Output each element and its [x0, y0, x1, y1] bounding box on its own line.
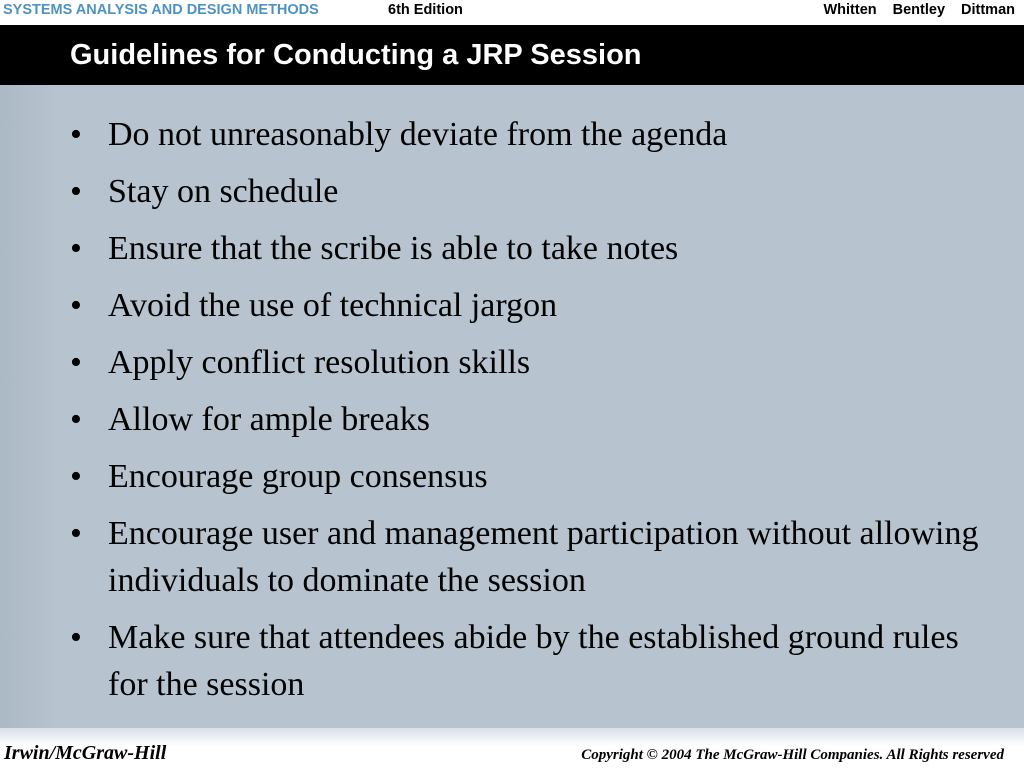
bullet-dot: • — [70, 287, 82, 324]
bullet-text: Avoid the use of technical jargon — [108, 287, 558, 324]
bullet-item — [70, 614, 1000, 708]
bullet-item — [70, 168, 1000, 215]
bullet-dot: • — [70, 116, 82, 153]
bullet-dot: • — [70, 230, 82, 267]
publisher-label: Irwin/McGraw-Hill — [4, 742, 167, 764]
copyright-notice: Copyright © 2004 The McGraw-Hill Companies. All Rights reserved — [581, 747, 1004, 763]
bullet-dot: • — [70, 619, 82, 656]
author-name: Bentley — [892, 2, 946, 18]
title-band — [0, 25, 1024, 85]
panel-shade — [0, 85, 60, 728]
bullet-text: Encourage user and management participation without allowing individuals to dominate the session — [108, 515, 979, 599]
bullet-dot: • — [70, 344, 82, 381]
bullet-text: Do not unreasonably deviate from the agenda — [108, 116, 728, 153]
bullet-text: Encourage group consensus — [108, 458, 488, 495]
bullet-item — [70, 111, 1000, 158]
bullet-text: Make sure that attendees abide by the established ground rules for the session — [108, 619, 959, 703]
author-name: Whitten — [823, 2, 877, 18]
bullet-item — [70, 282, 1000, 329]
content-panel — [0, 85, 1024, 728]
slide-header — [0, 0, 1024, 24]
book-title: SYSTEMS ANALYSIS AND DESIGN METHODS — [3, 2, 319, 18]
bullet-dot: • — [70, 515, 82, 552]
bullet-dot: • — [70, 173, 82, 210]
bullet-item — [70, 510, 1000, 604]
bullet-text: Apply conflict resolution skills — [108, 344, 531, 381]
bullet-dot: • — [70, 401, 82, 438]
bullet-list — [70, 111, 1000, 718]
bullet-text: Allow for ample breaks — [108, 401, 430, 438]
bullet-item — [70, 453, 1000, 500]
slide-footer — [0, 728, 1024, 768]
bullet-item — [70, 339, 1000, 386]
bullet-dot: • — [70, 458, 82, 495]
bullet-text: Ensure that the scribe is able to take notes — [108, 230, 679, 267]
edition-label: 6th Edition — [388, 2, 463, 18]
author-name: Dittman — [961, 2, 1015, 18]
authors — [823, 0, 1015, 20]
bullet-item — [70, 225, 1000, 272]
slide-title: Guidelines for Conducting a JRP Session — [70, 39, 642, 71]
bullet-item — [70, 396, 1000, 443]
bullet-text: Stay on schedule — [108, 173, 339, 210]
